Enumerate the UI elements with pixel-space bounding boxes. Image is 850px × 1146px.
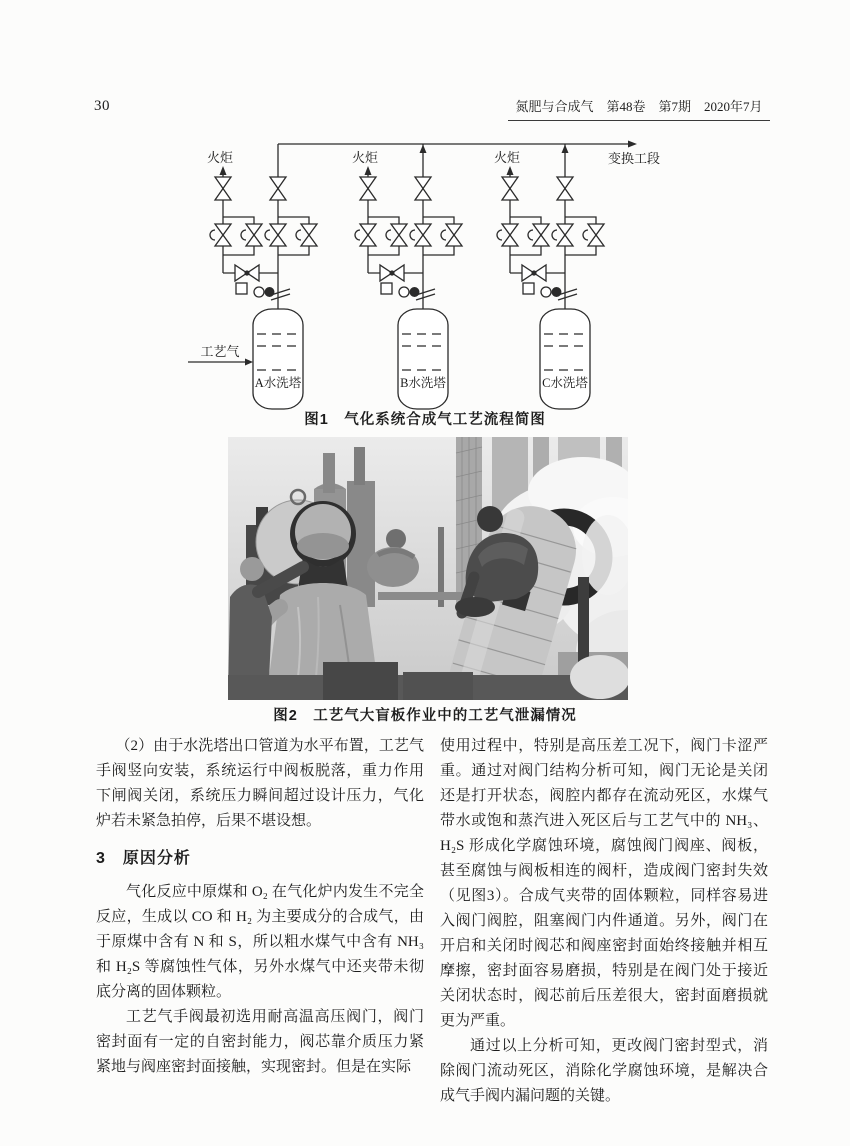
- journal-header: 氮肥与合成气 第48卷 第7期 2020年7月: [508, 96, 770, 121]
- tower-c-label: C水洗塔: [542, 376, 588, 390]
- left-column: [96, 734, 424, 1109]
- paragraph: 气化反应中原煤和 O₂ 在气化炉内发生不完全反应，生成以 CO 和 H₂ 为主要成分的合成气，由于原煤中含有 N 和 S，所以粗水煤气中含有 NH₃ 和 H₂S 等腐蚀性气体，另外水煤气中还夹带未彻底分离的固体颗粒。: [96, 884, 424, 1000]
- header-pipe-line: [278, 141, 637, 148]
- piping-unit-a: [210, 144, 317, 409]
- flare-label-a: 火炬: [206, 150, 234, 165]
- process-gas-label: 工艺气: [200, 344, 240, 359]
- paragraph: 工艺气手阀最初选用耐高温高压阀门，阀门密封面有一定的自密封能力，阀芯靠介质压力紧紧地与阀座密封面接触，实现密封。但是在实际: [96, 1009, 424, 1075]
- process-gas-arrow: [188, 359, 253, 366]
- body-columns: [96, 734, 768, 1109]
- page-number: 30: [94, 98, 110, 114]
- join-arrow-b: [420, 145, 427, 154]
- figure1-caption: 图1 气化系统合成气工艺流程简图: [304, 412, 546, 428]
- right-column: [440, 734, 768, 1109]
- process-flow-diagram: [180, 136, 670, 412]
- paragraph: （2）由于水洗塔出口管道为水平布置，工艺气手阀竖向安装，系统运行中阀板脱落，重力作用下闸阀关闭，系统压力瞬间超过设计压力，气化炉若未紧急拍停，后果不堪设想。: [96, 738, 424, 829]
- paragraph: 通过以上分析可知，更改阀门密封型式，消除阀门流动死区，消除化学腐蚀环境，是解决合成气手阀内漏问题的关键。: [440, 1038, 768, 1104]
- figure2-caption: 图2 工艺气大盲板作业中的工艺气泄漏情况: [273, 708, 577, 724]
- section-heading: 3 原因分析: [96, 850, 191, 867]
- paragraph: 使用过程中，特别是高压差工况下，阀门卡涩严重。通过对阀门结构分析可知，阀门无论是关闭还是打开状态，阀腔内都存在流动死区，水煤气带水或饱和蒸汽进入死区后与工艺气中的 NH₃、H₂S 形成化学腐蚀环境，腐蚀阀门阀座、阀板，甚至腐蚀与阀板相连的阀杆，造成阀门密封失效（见图3）。合成气夹带的固体颗粒，同样容易进入阀门阀腔，阻塞阀门内件通道。另外，阀门在开启和关闭时阀芯和阀座密封面始终接触并相互摩擦，密封面容易磨损，特别是在阀门处于接近关闭状态时，阀芯前后压差很大，密封面磨损就更为严重。: [440, 738, 768, 1029]
- shift-section-label: 变换工段: [608, 151, 661, 166]
- tower-b-label: B水洗塔: [400, 376, 446, 390]
- leak-photo: [228, 437, 628, 700]
- join-arrow-c: [562, 145, 569, 154]
- flare-label-c: 火炬: [493, 150, 521, 165]
- piping-unit-b: [355, 144, 462, 409]
- piping-unit-c: [497, 144, 604, 409]
- flare-label-b: 火炬: [351, 150, 379, 165]
- tower-a-label: A水洗塔: [254, 376, 302, 390]
